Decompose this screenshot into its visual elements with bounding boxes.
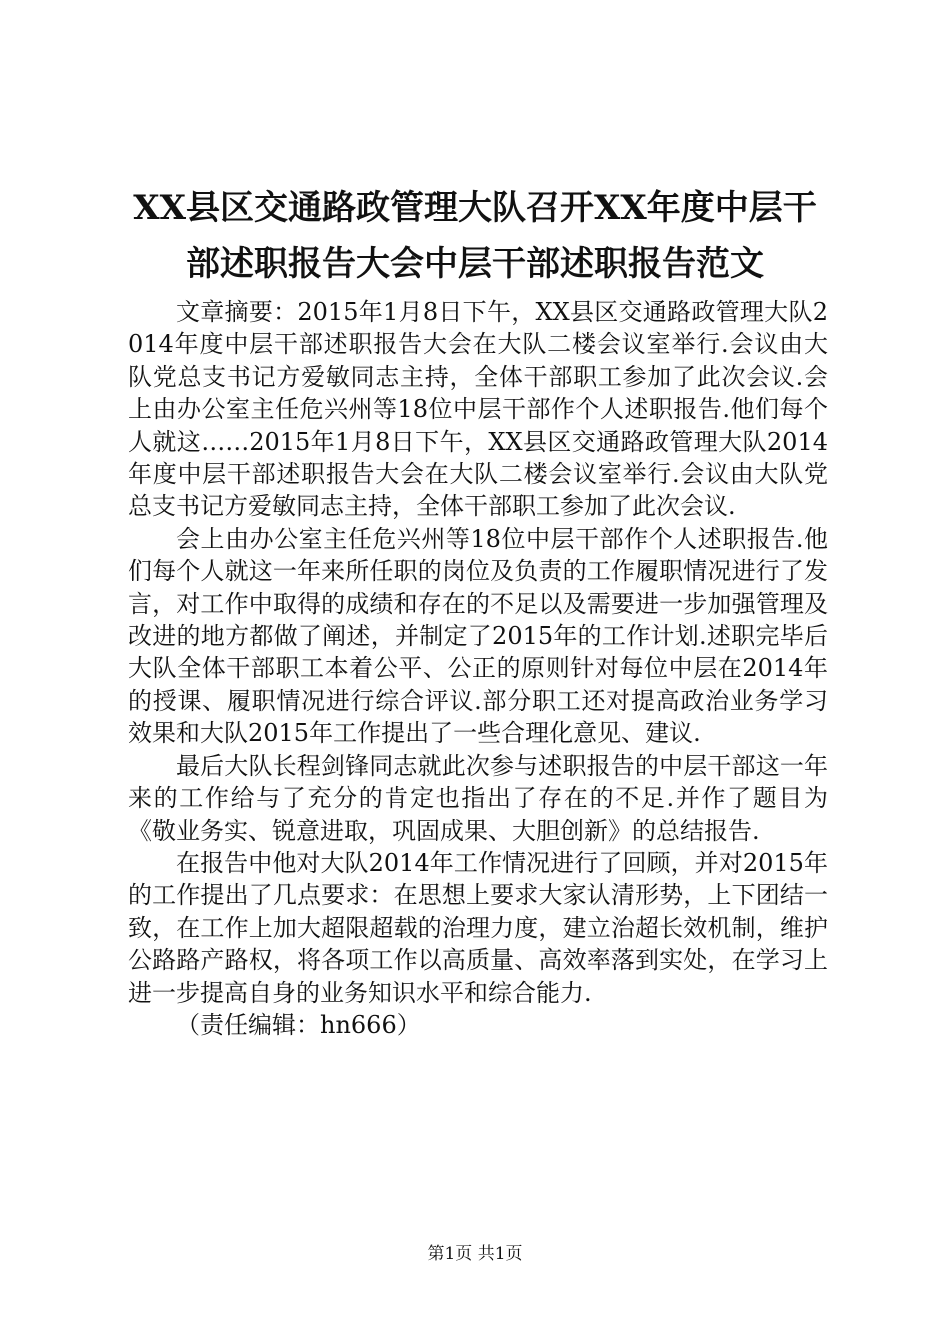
document-title: XX县区交通路政管理大队召开XX年度中层干部述职报告大会中层干部述职报告范文 [133,188,817,284]
paragraph-reports: 会上由办公室主任危兴州等18位中层干部作个人述职报告.他们每个人就这一年来所任职的岗位及负责的工作履职情况进行了发言，对工作中取得的成绩和存在的不足以及需要进一步加强管理及改进的地方都做了阐述，并制定了2015年的工作计划.述职完毕后大队全体干部职工本着公平、公正的原则针对每位中层在2014年的授课、履职情况进行综合评议.部分职工还对提高政治业务学习效果和大队2015年工作提出了一些合理化意见、建议. [128,524,828,748]
paragraph-summary: 最后大队长程剑锋同志就此次参与述职报告的中层干部这一年来的工作给与了充分的肯定也指出了存在的不足.并作了题目为《敬业务实、锐意进取，巩固成果、大胆创新》的总结报告. [128,751,828,845]
document-body [128,296,828,1041]
page-footer: 第1页 共1页 [427,1244,523,1264]
paragraph-abstract: 文章摘要：2015年1月8日下午，XX县区交通路政管理大队2014年度中层干部述职报告大会在大队二楼会议室举行.会议由大队党总支书记方爱敏同志主持，全体干部职工参加了此次会议.会上由办公室主任危兴州等18位中层干部作个人述职报告.他们每个人就这……2015年1月8日下午，XX县区交通路政管理大队2014年度中层干部述职报告大会在大队二楼会议室举行.会议由大队党总支书记方爱敏同志主持，全体干部职工参加了此次会议. [128,298,828,521]
editor-credit: （责任编辑：hn666） [176,1010,421,1039]
paragraph-requirements: 在报告中他对大队2014年工作情况进行了回顾，并对2015年的工作提出了几点要求：在思想上要求大家认清形势，上下团结一致，在工作上加大超限超载的治理力度，建立治超长效机制，维护公路路产路权，将各项工作以高质量、高效率落到实处，在学习上进一步提高自身的业务知识水平和综合能力. [128,848,828,1007]
